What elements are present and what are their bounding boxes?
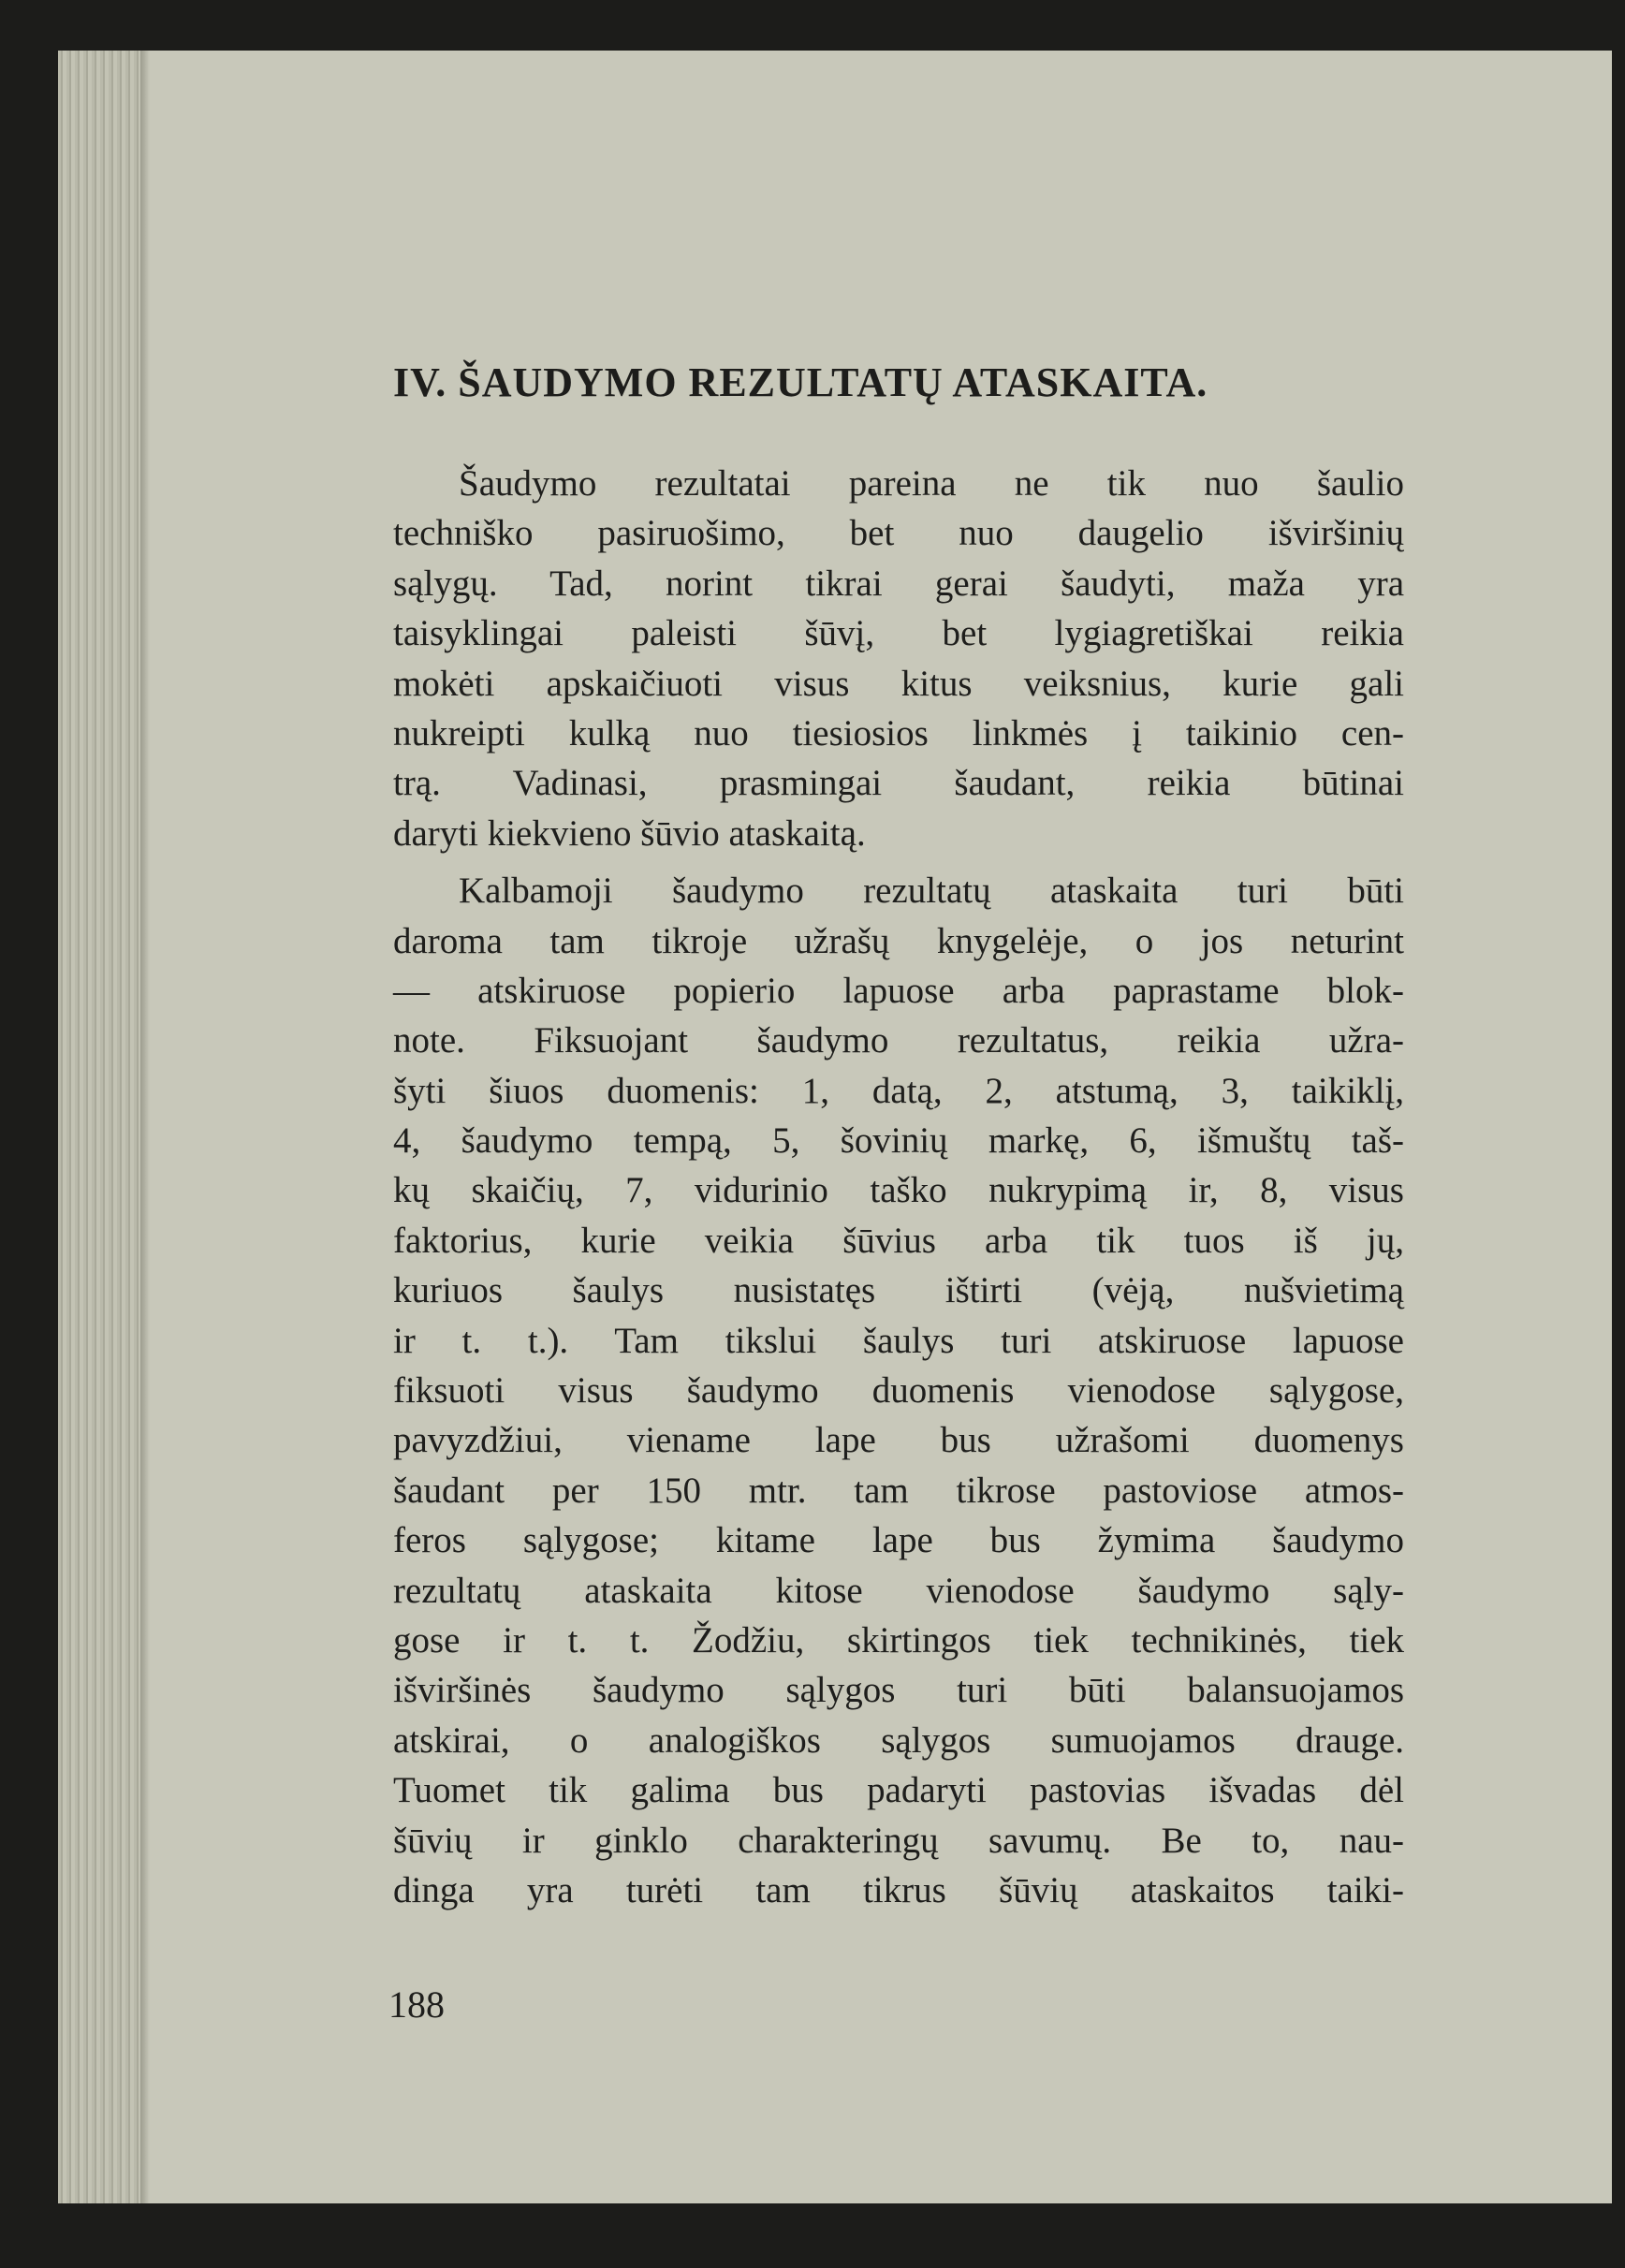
text-line: nukreipti kulką nuo tiesiosios linkmės į taikinio cen- <box>393 712 1404 754</box>
paragraph-1 <box>393 459 1404 858</box>
text-line: kuriuos šaulys nusistatęs ištirti (vėją, nušvietimą <box>393 1270 1404 1311</box>
text-line: note. Fiksuojant šaudymo rezultatus, reikia užra- <box>393 1020 1404 1061</box>
text-line: Kalbamoji šaudymo rezultatų ataskaita turi būti <box>459 871 1404 912</box>
gutter-shadow <box>140 51 150 2203</box>
text-line: ir t. t.). Tam tikslui šaulys turi atskiruose lapuose <box>393 1320 1404 1361</box>
text-line: techniško pasiruošimo, bet nuo daugelio išviršinių <box>393 513 1404 554</box>
text-line: faktorius, kurie veikia šūvius arba tik tuos iš jų, <box>393 1220 1404 1261</box>
text-line: atskirai, o analogiškos sąlygos sumuojamos drauge. <box>393 1719 1404 1761</box>
text-line: feros sąlygose; kitame lape bus žymima šaudymo <box>393 1520 1404 1561</box>
text-line: dinga yra turėti tam tikrus šūvių ataskaitos taiki- <box>393 1869 1404 1910</box>
text-line: daroma tam tikroje užrašų knygelėje, o jos neturint <box>393 920 1404 961</box>
text-line: Šaudymo rezultatai pareina ne tik nuo šaulio <box>459 463 1404 504</box>
text-line: 4, šaudymo tempą, 5, šovinių markę, 6, išmuštų taš- <box>393 1120 1404 1162</box>
text-line: šaudant per 150 mtr. tam tikrose pastoviose atmos- <box>393 1470 1404 1511</box>
page-number: 188 <box>388 1983 445 2026</box>
text-line: daryti kiekvieno šūvio ataskaitą. <box>393 812 866 854</box>
text-line: šūvių ir ginklo charakteringų savumų. Be to, nau- <box>393 1820 1404 1861</box>
text-line: išviršinės šaudymo sąlygos turi būti balansuojamos <box>393 1670 1404 1711</box>
text-line: šyti šiuos duomenis: 1, datą, 2, atstumą, 3, taikiklį, <box>393 1070 1404 1111</box>
text-line: mokėti apskaičiuoti visus kitus veiksnius, kurie gali <box>393 663 1404 704</box>
text-line: pavyzdžiui, viename lape bus užrašomi duomenys <box>393 1420 1404 1461</box>
text-line: sąlygų. Tad, norint tikrai gerai šaudyti, maža yra <box>393 563 1404 604</box>
text-line: rezultatų ataskaita kitose vienodose šaudymo sąly- <box>393 1570 1404 1611</box>
text-line: — atskiruose popierio lapuose arba paprastame blok- <box>393 970 1404 1011</box>
text-line: gose ir t. t. Žodžiu, skirtingos tiek technikinės, tiek <box>393 1619 1404 1661</box>
chapter-title: IV. ŠAUDYMO REZULTATŲ ATASKAITA. <box>393 359 1208 405</box>
text-line: fiksuoti visus šaudymo duomenis vienodose sąlygose, <box>393 1370 1404 1412</box>
text-line: Tuomet tik galima bus padaryti pastovias išvadas dėl <box>393 1770 1404 1811</box>
body-text <box>393 459 1404 1923</box>
text-line: kų skaičių, 7, vidurinio taško nukrypimą ir, 8, visus <box>393 1170 1404 1211</box>
page-stack-edges <box>58 51 147 2203</box>
text-line: trą. Vadinasi, prasmingai šaudant, reikia būtinai <box>393 763 1404 804</box>
text-line: taisyklingai paleisti šūvį, bet lygiagretiškai reikia <box>393 613 1404 654</box>
paragraph-2 <box>393 866 1404 1915</box>
